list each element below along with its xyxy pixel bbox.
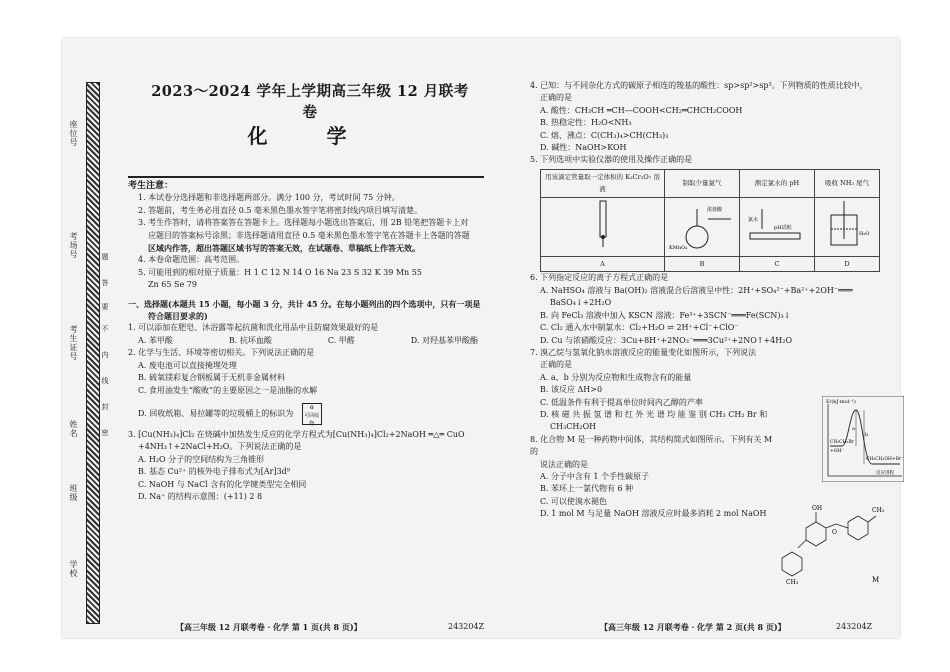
- option: A. a、b 分别为反应物和生成物含有的能量: [540, 372, 692, 382]
- fig-label-water: H₂O: [859, 230, 870, 237]
- apparatus-header: 吸收 NH₃ 尾气: [815, 169, 880, 197]
- option: A. H₂O 分子的空间结构为三角锥形: [138, 454, 265, 464]
- option: B. 该反应 ΔH>0: [540, 385, 603, 395]
- option-cont: BaSO₄↓+2H₂O: [550, 298, 612, 308]
- question-8: 8. 化合物 M 是一种药物中间体，其结构简式如图所示。下列有关 M 的: [530, 434, 773, 457]
- question-2: 2. 化学与生活、环境等密切相关。下列说法正确的是: [128, 348, 315, 358]
- option: D. 1 mol M 与足量 NaOH 溶液反应时最多消耗 2 mol NaOH: [540, 509, 767, 519]
- mol-label-oh: OH: [812, 505, 823, 512]
- subject-title: 化 学: [247, 124, 373, 148]
- fig-label-chlorine-water: 氯水: [748, 216, 759, 223]
- option: C. 熔、沸点：C(CH₃)₄>CH(CH₃)₃: [540, 130, 669, 140]
- notice-item: 1. 本试卷分选择题和非选择题两部分。满分 100 分，考试时间 75 分钟。: [138, 193, 400, 203]
- option: A. 分子中含有 1 个手性碳原子: [540, 471, 650, 481]
- seal-char: 线: [101, 377, 109, 385]
- exam-title: 2023～2024 学年上学期高三年级 12 月联考卷: [151, 83, 469, 121]
- mol-label-m: M: [872, 576, 880, 584]
- question-8-cont: 说法正确的是: [540, 459, 588, 469]
- apparatus-table: [540, 169, 880, 273]
- seal-char: 答: [101, 279, 109, 287]
- apparatus-header: 测定氯水的 pH: [740, 169, 815, 197]
- notice-title: 考生注意：: [128, 181, 174, 191]
- question-3-cont: +4NH₃↑+2NaCl+H₂O。下列说法正确的是: [138, 442, 302, 452]
- option-letter: D: [815, 257, 880, 272]
- fig-label-kmno4: KMnO₄: [669, 244, 688, 251]
- molecule-structure: [776, 500, 886, 586]
- label-school: 学校: [69, 560, 78, 578]
- option: B. 抗坏血酸: [228, 335, 272, 345]
- option-with-icon: [128, 403, 486, 425]
- q1-options: [128, 335, 486, 347]
- label-seat: 座位号: [69, 120, 78, 147]
- footer-right: 【高三年级 12 月联考卷 · 化学 第 2 页(共 8 页)】: [600, 622, 786, 632]
- energy-products: CH₃CH₂OH+Br⁻: [866, 457, 904, 462]
- option-cont: CH₃CH₂OH: [550, 422, 597, 432]
- left-column: [128, 180, 486, 503]
- question-8-block: [530, 434, 780, 508]
- apparatus-header: 制取少量氯气: [665, 169, 740, 197]
- ammonia-absorb-figure: [815, 197, 880, 256]
- option: A. 废电池可以直接掩埋处理: [138, 360, 237, 370]
- recycle-icon: ♻ 可回收物: [302, 403, 322, 425]
- option: C. 食用油发生“酸败”的主要原因之一是油脂的水解: [138, 385, 318, 395]
- notice-item: 区域内作答，超出答题区域书写的答案无效，在试题卷、草稿纸上作答无效。: [148, 243, 420, 254]
- question-5: 5. 下列选项中实验仪器的使用及操作正确的是: [530, 155, 693, 165]
- option: A. 酸性：CH₃CH ═CH—COOH<CH₂═CHCH₂COOH: [540, 105, 743, 115]
- question-7: 7. 溴乙烷与氢氧化钠水溶液反应的能量变化如图所示，下列说法: [530, 347, 757, 357]
- seal-char: 密: [101, 429, 109, 437]
- energy-mark-b: b: [865, 432, 869, 438]
- mol-label-o: O: [832, 529, 837, 536]
- fig-label-ph-paper: pH试纸: [774, 224, 792, 231]
- section-heading: 一、选择题(本题共 15 小题，每小题 3 分，共计 45 分。在每小题列出的四个选项中，只有一项是: [128, 298, 481, 309]
- notice-item: Zn 65 Se 79: [148, 280, 197, 290]
- energy-diagram: [822, 396, 904, 482]
- option-letter: A: [541, 257, 665, 272]
- option: D. 碱性：NaOH>KOH: [540, 143, 627, 153]
- notice-item: 3. 考生作答时，请将答案答在答题卡上。选择题每小题选出答案后，用 2B 铅笔把答题卡上对: [138, 218, 469, 228]
- footer-code-left: 243204Z: [448, 622, 485, 631]
- apparatus-header: 用该滴定管量取一定体积的 K₂Cr₂O₇ 溶液: [541, 169, 665, 197]
- option: C. 可以使溴水褪色: [540, 496, 607, 506]
- energy-y-label: E/(kJ·mol⁻¹): [826, 399, 856, 405]
- option: B. 基态 Cu²⁺ 的核外电子排布式为[Ar]3d⁹: [138, 467, 291, 477]
- chlorine-setup-figure: [665, 197, 740, 256]
- notice-item: 4. 本卷命题范围：高考范围。: [138, 255, 245, 265]
- question-6: 6. 下列指定反应的离子方程式正确的是: [530, 273, 669, 283]
- divider: [128, 176, 484, 178]
- label-name: 姓名: [69, 420, 78, 438]
- seal-char: 题: [101, 253, 109, 261]
- option: C. Cl₂ 通入水中制氯水：Cl₂+H₂O ⇌ 2H⁺+Cl⁻+ClO⁻: [540, 323, 739, 333]
- mol-label-ch3: CH₃: [872, 507, 885, 514]
- option: B. 苯环上一氯代物有 6 种: [540, 484, 634, 494]
- option: D. 回收纸箱、易拉罐等的垃圾桶上的标识为: [138, 408, 294, 418]
- ph-test-figure: [740, 197, 815, 256]
- dropper-icon: [742, 199, 812, 251]
- question-4-cont: 正确的是: [540, 93, 572, 103]
- energy-reactants-b: +OH⁻: [830, 449, 844, 454]
- question-7-block: [530, 347, 820, 434]
- label-id: 考生证号: [69, 325, 78, 361]
- option: B. 热稳定性：H₂O<NH₃: [540, 118, 632, 128]
- option: C. NaOH 与 NaCl 含有的化学键类型完全相同: [138, 479, 307, 489]
- flask-icon: [667, 199, 737, 251]
- seal-char: 封: [101, 403, 109, 411]
- footer-code-right: 243204Z: [836, 622, 873, 631]
- fig-label-hcl: 浓盐酸: [707, 206, 723, 213]
- question-4: 4. 已知：与不同杂化方式的碳原子相连的羧基的酸性：sp>sp²>sp³。下列物质的性质比较中，: [530, 81, 868, 90]
- label-class: 班级: [69, 484, 78, 502]
- question-7-cont: 正确的是: [540, 360, 572, 370]
- option: C. 甲醛: [327, 335, 355, 345]
- question-1: 1. 可以添加在肥皂、沐浴露等起抗菌和洗化用品中且防腐效果最好的是: [128, 323, 379, 333]
- section-heading: 符合题目要求的): [148, 311, 208, 322]
- option: B. 向 FeCl₃ 溶液中加入 KSCN 溶液：Fe³⁺+3SCN⁻═══Fe(SCN)₃↓: [540, 310, 791, 320]
- notice-item: 2. 答题前，考生务必用直径 0.5 毫米黑色墨水签字笔将密封线内项目填写清楚。: [138, 205, 422, 215]
- energy-mark-a: a: [852, 426, 855, 432]
- option: A. NaHSO₄ 溶液与 Ba(OH)₂ 溶液混合后溶液呈中性：2H⁺+SO₄²⁻+Ba²⁺+2OH⁻═══: [540, 285, 853, 295]
- seal-char: 要: [101, 303, 109, 311]
- burette-figure: [541, 197, 665, 256]
- notice-item: 5. 可能用到的相对原子质量：H 1 C 12 N 14 O 16 Na 23 S 32 K 39 Mn 55: [138, 267, 422, 277]
- label-room: 考场号: [69, 232, 78, 259]
- beaker-icon: [817, 199, 877, 251]
- notice-item: 应题目的答案标号涂黑；非选择题请用直径 0.5 毫米黑色墨水签字笔在答题卡上各题的答题: [148, 230, 470, 240]
- option: C. 低温条件有利于提高单位时间内乙醇的产率: [540, 397, 703, 407]
- energy-x-label: 反应进程: [876, 471, 894, 476]
- option: B. 硫氧镁彩复合钢板属于无机非金属材料: [138, 373, 285, 383]
- option: D. Na⁺ 的结构示意图：(+11) 2 8: [138, 491, 263, 501]
- energy-reactants: CH₃CH₂Br: [830, 440, 854, 445]
- option: A. 苯甲酸: [138, 335, 173, 345]
- recycle-label: 可回收物: [304, 412, 320, 427]
- seal-char: 不: [101, 325, 109, 333]
- option: D. 核 磁 共 振 氢 谱 和 红 外 光 谱 均 能 鉴 别 CH₃ CH₂ Br 和: [540, 409, 768, 419]
- burette-icon: [588, 199, 618, 251]
- option-letter: C: [740, 257, 815, 272]
- option: D. 对羟基苯甲酸酯: [410, 335, 478, 345]
- footer-left: 【高三年级 12 月联考卷 · 化学 第 1 页(共 8 页)】: [176, 622, 362, 632]
- seal-char: 内: [101, 351, 109, 359]
- option: D. Cu 与浓硝酸反应：3Cu+8H⁺+2NO₃⁻═══3Cu²⁺+2NO↑+4H₂O: [540, 335, 792, 345]
- option-letter: B: [665, 257, 740, 272]
- mol-label-ch3-b: CH₃: [786, 579, 799, 586]
- question-3: 3. [Cu(NH₃)₄]Cl₂ 在烧碱中加热发生反应的化学方程式为[Cu(NH₃)₄]Cl₂+2NaOH ═△═ CuO: [128, 429, 465, 439]
